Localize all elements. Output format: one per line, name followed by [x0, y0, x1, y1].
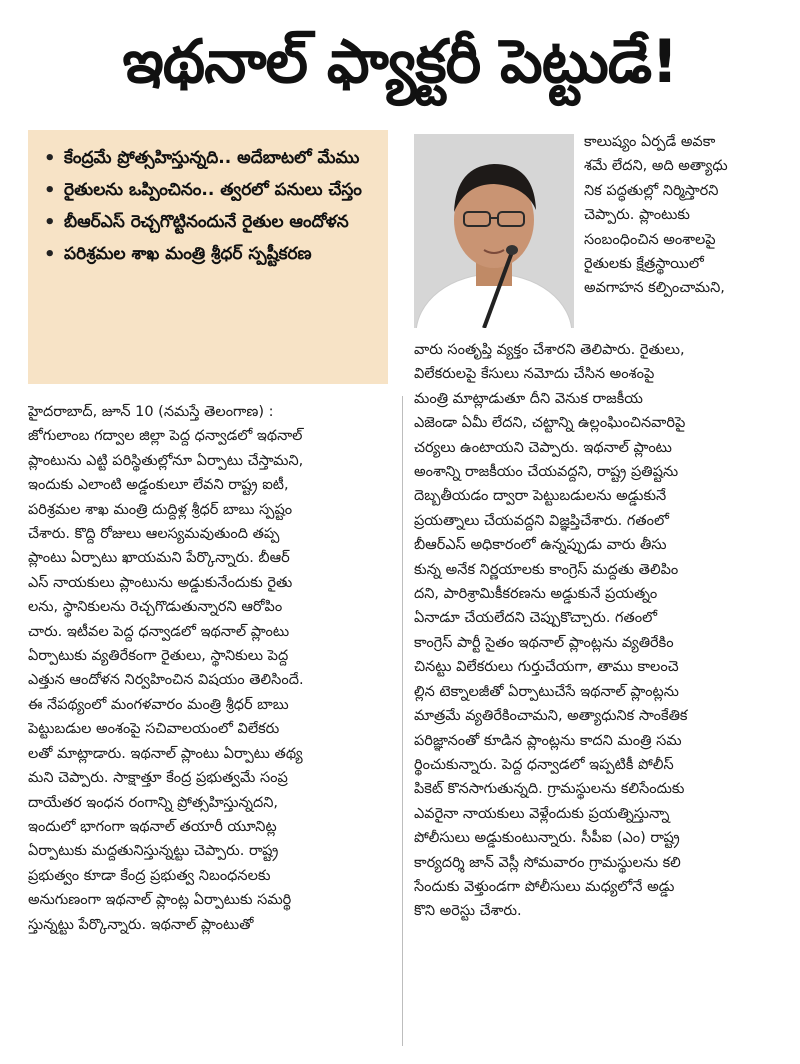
article-line: ప్రయత్నాలు చేయవద్దని విజ్ఞప్తిచేశారు. గతంలో	[414, 512, 669, 529]
article-line: చర్యలు ఉంటాయని చెప్పారు. ఇథనాల్ ప్లాంటు	[414, 439, 672, 456]
article-line: హైదరాబాద్, జూన్ 10 (నమస్తే తెలంగాణ) :	[28, 404, 274, 420]
article-line: ఇందుకు ఎలాంటి అడ్డంకులూ లేవని రాష్ట్ర ఐటీ,	[28, 477, 289, 494]
highlight-item	[42, 208, 378, 237]
article-line: మాత్రమే వ్యతిరేకించామని, అత్యాధునిక సాంకేతిక	[414, 708, 688, 725]
article-line: మని చెప్పారు. సాక్షాత్తూ కేంద్ర ప్రభుత్వమే సంప్ర	[28, 770, 288, 787]
highlights-box	[28, 130, 388, 384]
article-line: ఏర్పాటుకు మద్దతునిస్తున్నట్టు చెప్పారు. రాష్ట్ర	[28, 843, 279, 860]
article-line: నిక పద్ధతుల్లో నిర్మిస్తారని	[584, 182, 719, 199]
article-line: అవగాహన కల్పించామని,	[584, 280, 725, 297]
highlights-list	[42, 144, 378, 269]
article-line: ప్రభుత్వం కూడా కేంద్ర ప్రభుత్వ నిబంధనలకు	[28, 867, 271, 884]
article-line: చేశారు. కొద్ది రోజులు ఆలస్యమవుతుంది తప్ప	[28, 526, 280, 543]
article-line: పెట్టుబడుల అంశంపై సచివాలయంలో విలేకరు	[28, 721, 280, 738]
article-line: జోగులాంబ గద్వాల జిల్లా పెద్ద ధన్వాడలో ఇథనాల్	[28, 428, 303, 445]
bullet-icon: •	[44, 244, 56, 265]
article-line: బీఆర్ఎస్ అధికారంలో ఉన్నప్పుడు వారు తీసు	[414, 537, 667, 554]
article-line: కాలుష్యం ఏర్పడే అవకా	[584, 134, 716, 150]
article-line: పరిశ్రమల శాఖ మంత్రి దుద్దిళ్ల శ్రీధర్ బాబు స్పష్టం	[28, 501, 293, 518]
highlight-text: కేంద్రమే ప్రోత్సహిస్తున్నది.. అదేబాటలో మేము	[64, 148, 360, 168]
article-column-right-top	[584, 130, 784, 301]
headline: ఇథనాల్ ఫ్యాక్టరీ పెట్టుడే!	[122, 27, 678, 97]
article-line: చారు. ఇటీవల పెద్ద ధన్వాడలో ఇథనాల్ ప్లాంటు	[28, 623, 290, 640]
article-line: ల్లిన టెక్నాలజీతో ఏర్పాటుచేసే ఇథనాల్ ప్లాంట్లను	[414, 683, 679, 700]
article-line: లను, స్థానికులను రెచ్చగొడుతున్నారని ఆరోపిం	[28, 599, 283, 616]
article-line: ఎవరైనా నాయకులు వెళ్లేందుకు ప్రయత్నిస్తున్నా	[414, 805, 670, 822]
article-line: చెప్పారు. ప్లాంటుకు	[584, 207, 690, 224]
article-line: కున్న అనేక నిర్ణయాలకు కాంగ్రెస్ మద్దతు తెలిపిం	[414, 561, 679, 578]
article-line: పరిజ్ఞానంతో కూడిన ప్లాంట్లను కాదని మంత్రి సమ	[414, 732, 682, 749]
highlight-item	[42, 240, 378, 269]
article-column-left	[28, 400, 390, 937]
bullet-icon: •	[44, 212, 56, 233]
article-line: దని, పారిశ్రామికీకరణను అడ్డుకునే ప్రయత్నం	[414, 586, 658, 603]
article-line: అంశాన్ని రాజకీయం చేయవద్దని, రాష్ట్ర ప్రతిష్టను	[414, 464, 679, 481]
highlight-text: రైతులను ఒప్పించినం.. త్వరలో పనులు చేస్తం	[64, 180, 362, 200]
article-line: అనుగుణంగా ఇథనాల్ ప్లాంట్ల ఏర్పాటుకు సమర్థి	[28, 892, 292, 909]
article-line: ఈ నేపథ్యంలో మంగళవారం మంత్రి శ్రీధర్ బాబు	[28, 696, 289, 713]
minister-photo	[414, 134, 574, 328]
article-line: పికెట్ కొనసాగుతున్నది. గ్రామస్థులను కలిసేందుకు	[414, 781, 685, 798]
highlight-text: బీఆర్ఎస్ రెచ్చగొట్టినందునే రైతుల ఆందోళన	[64, 212, 349, 232]
article-line: ప్లాంటును ఎట్టి పరిస్థితుల్లోనూ ఏర్పాటు చేస్తామని,	[28, 452, 304, 469]
article-line: శమే లేదని, అది అత్యాధు	[584, 158, 728, 175]
article-line: ర్థించుకున్నారు. పెద్ద ధన్వాడలో ఇప్పటికీ పోలీస్	[414, 756, 674, 773]
article-line: రైతులకు క్షేత్రస్థాయిలో	[584, 256, 704, 273]
highlight-item	[42, 144, 378, 173]
article-line: చినట్టు విలేకరులు గుర్తుచేయగా, తాము కాలంచె	[414, 659, 679, 676]
article-line: ఎత్తున ఆందోళన నిర్వహించిన విషయం తెలిసిందే.	[28, 672, 304, 689]
article-line: ఏర్పాటుకు వ్యతిరేకంగా రైతులు, స్థానికులు పెద్ద	[28, 648, 289, 665]
article-line: ఎస్ నాయకులు ప్లాంటును అడ్డుకునేందుకు రైతు	[28, 574, 293, 591]
article-line: కాంగ్రెస్ పార్టీ సైతం ఇథనాల్ ప్లాంట్లను వ్యతిరేకిం	[414, 634, 674, 651]
article-line: ఇందులో భాగంగా ఇథనాల్ తయారీ యూనిట్ల	[28, 818, 277, 835]
article-line: సంబంధించిన అంశాలపై	[584, 231, 716, 248]
article-line: దాయేతర ఇంధన రంగాన్ని ప్రోత్సహిస్తున్నదని,	[28, 794, 279, 811]
article-line: ప్లాంటు ఏర్పాటు ఖాయమని పేర్కొన్నారు. బీఆర్	[28, 550, 290, 567]
article-line: మంత్రి మాట్లాడుతూ దీని వెనుక రాజకీయ	[414, 390, 643, 407]
article-line: స్తున్నట్టు పేర్కొన్నారు. ఇథనాల్ ప్లాంటుతో	[28, 916, 254, 933]
bullet-icon: •	[44, 180, 56, 201]
article-line: లతో మాట్లాడారు. ఇథనాల్ ప్లాంటు ఏర్పాటు తథ్య	[28, 745, 303, 762]
bullet-icon: •	[44, 148, 56, 169]
article-line: పోలీసులు అడ్డుకుంటున్నారు. సీపీఐ (ఎం) రాష్ట్ర	[414, 830, 680, 847]
article-line: దెబ్బతీయడం ద్వారా పెట్టుబడులను అడ్డుకునే	[414, 488, 667, 505]
article-line: ఎజెండా ఏమీ లేదని, చట్టాన్ని ఉల్లంఘించినవారిపై	[414, 415, 686, 432]
portrait-illustration	[414, 134, 574, 328]
article-column-right	[414, 338, 784, 924]
article-line: కార్యదర్శి జాన్ వెస్లీ సోమవారం గ్రామస్థులను కలి	[414, 854, 681, 871]
article-line: ఏనాడూ చేయలేదని చెప్పుకొచ్చారు. గతంలో	[414, 610, 658, 627]
article-line: సేందుకు వెళ్తుండగా పోలీసులు మధ్యలోనే అడ్డు	[414, 878, 675, 895]
column-divider	[402, 396, 403, 1046]
article-line: వారు సంతృప్తి వ్యక్తం చేశారని తెలిపారు. రైతులు,	[414, 342, 685, 358]
article-line: కొని అరెస్టు చేశారు.	[414, 903, 522, 920]
article-line: విలేకరులపై కేసులు నమోదు చేసిన అంశంపై	[414, 366, 655, 383]
highlight-text: పరిశ్రమల శాఖ మంత్రి శ్రీధర్ స్పష్టీకరణ	[64, 244, 312, 264]
highlight-item	[42, 176, 378, 205]
